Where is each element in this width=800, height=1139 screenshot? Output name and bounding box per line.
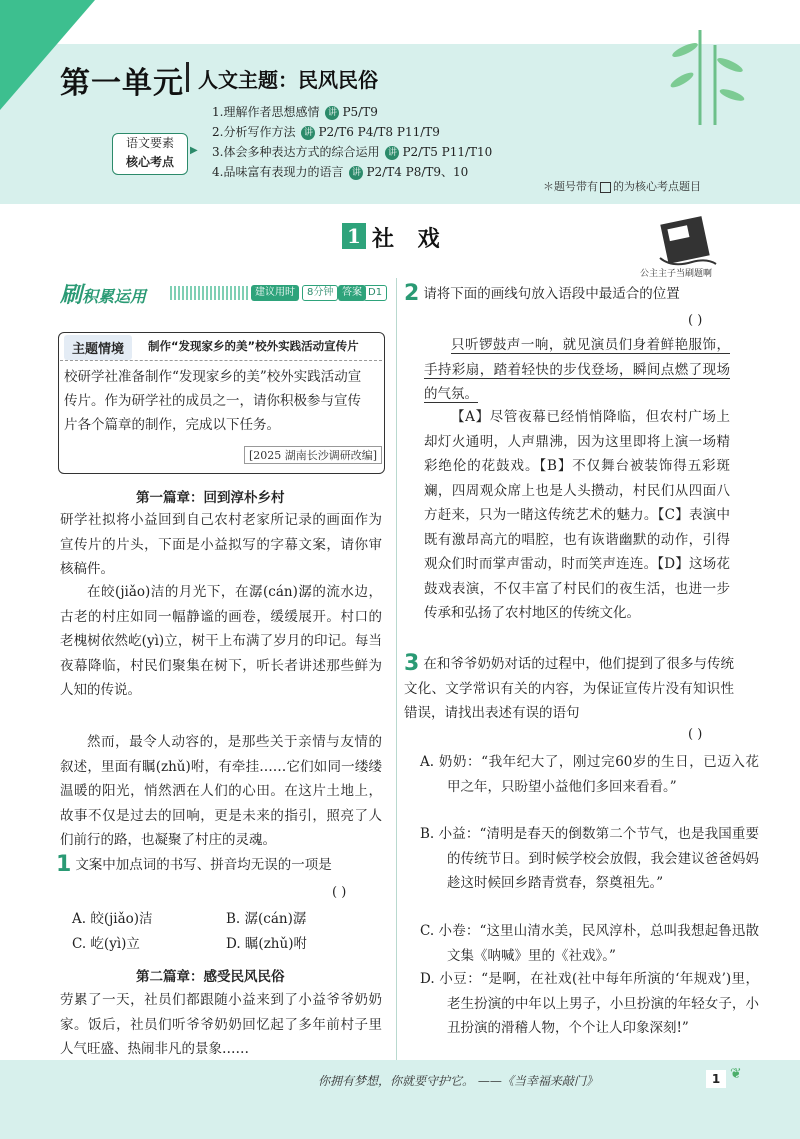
book-illustration-icon: [652, 214, 722, 272]
question-3: 3 在和爷爷奶奶对话的过程中，他们提到了很多与传统文化、文学常识有关的内容，为保证宣传片没有知识性错误，请找出表述有误的语句: [404, 651, 734, 721]
unit-title: 第一单元: [60, 66, 184, 101]
core-box-line1: 语文要素: [125, 136, 174, 150]
core-box-line2: 核心考点: [125, 155, 174, 169]
lecture-icon: 讲: [301, 126, 315, 140]
illustration-caption: 公主主子当刷题啊: [640, 269, 713, 279]
objective-1: 1.理解作者思想感情 讲 P5/T9: [212, 105, 378, 119]
q2-passage: 【A】尽管夜幕已经悄悄降临，但农村广场上却灯火通明，人声鼎沸，因为这里即将上演一场精彩绝伦的花鼓戏。【B】不仅舞台被装饰得五彩斑斓，四周观众席上也是人头攒动，村民们从四面八方赶来，只为一睹这传统艺术的魅力。【C】表演中既有激昂高亢的唱腔，也有诙谐幽默的动作，引得观众们时而掌声雷动，时而笑声连连。【D】这场花鼓戏表演，不仅丰富了村民们的夜生活，也进一步传承和弘扬了农村地区的传统文化。: [424, 409, 730, 621]
q1-option-b[interactable]: B. 潺(cán)潺: [226, 911, 307, 927]
footer-quote: 你拥有梦想，你就要守护它。 ——《当幸福来敲门》: [318, 1074, 598, 1088]
scenario-divider: [60, 360, 382, 361]
q1-option-d[interactable]: D. 瞩(zhǔ)咐: [226, 936, 307, 952]
lecture-icon: 讲: [325, 106, 339, 120]
q1-option-a[interactable]: A. 皎(jiǎo)洁: [72, 911, 153, 927]
scenario-subtitle: 制作“发现家乡的美”校外实践活动宣传片: [148, 339, 359, 353]
section-title: 刷积累运用: [60, 283, 147, 308]
q2-underlined-sentence: 只听锣鼓声一响，就见演员们身着鲜艳服饰，手持彩扇，踏着轻快的步伐登场，瞬间点燃了现场的气氛。: [424, 337, 730, 402]
footnote: ＊题号带有 的为核心考点题目: [543, 180, 701, 193]
chapter2-intro: 劳累了一天，社员们都跟随小益来到了小益爷爷奶奶家。饭后，社员们听爷爷奶奶回忆起了多年前村子里人气旺盛、热闹非凡的景象……: [60, 992, 382, 1057]
q3-option-a[interactable]: A. 奶奶：“我年纪大了，刚过完60岁的生日，已迈入花甲之年，只盼望小益他们多回来看看。”: [420, 754, 759, 795]
answer-bracket-q2[interactable]: ( ): [688, 313, 703, 328]
column-divider: [396, 278, 397, 1060]
bamboo-icon: [660, 20, 760, 130]
question-1: 1 文案中加点词的书写、拼音均无误的一项是: [56, 852, 332, 877]
q3-option-b[interactable]: B. 小益：“清明是春天的倒数第二个节气，也是我国重要的传统节日。到时候学校会放假，我会建议爸爸妈妈趁这时候回乡踏青赏春，祭奠祖先。”: [420, 826, 759, 891]
chapter1-intro: 研学社拟将小益回到自己农村老家所记录的画面作为宣传片的片头，下面是小益拟写的字幕文案，请你审核稿件。: [60, 512, 382, 577]
lecture-icon: 讲: [349, 166, 363, 180]
objective-4: 4.品味富有表现力的语言 讲 P2/T4 P8/T9、10: [212, 165, 469, 179]
lesson-number: 1: [342, 223, 366, 249]
lesson-title: 社 戏: [372, 226, 448, 252]
chapter1-paragraph-2: 然而，最令人动容的，是那些关于亲情与友情的叙述，里面有瞩(zhǔ)咐，有牵挂……它们如同一缕缕温暖的阳光，悄然洒在人们的心田。在这片土地上，故事不仅是过去的回响，更是未来的指引，照亮了人们前行的路，也凝聚了村庄的灵魂。: [60, 734, 382, 848]
scenario-source: [2025 湖南长沙调研改编]: [244, 446, 382, 464]
time-label: 建议用时: [251, 285, 299, 301]
q3-option-d[interactable]: D. 小豆：“是啊，在社戏(社中每年所演的‘年规戏’)里，老生扮演的中年以上男子，小旦扮演的年轻女子，小丑扮演的滑稽人物，个个让人印象深刻!”: [420, 971, 759, 1036]
unit-theme: 人文主题：民风民俗: [198, 68, 378, 92]
page-number: 1: [706, 1070, 726, 1088]
square-icon: [600, 182, 611, 193]
q3-option-c[interactable]: C. 小卷：“这里山清水美，民风淳朴，总叫我想起鲁迅散文集《呐喊》里的《社戏》。”: [420, 923, 759, 964]
section-stripes: [170, 286, 248, 300]
chapter1-title: 第一篇章：回到淳朴乡村: [136, 490, 285, 506]
scenario-text: 校研学社准备制作“发现家乡的美”校外实践活动宣传片。作为研学社的成员之一，请你积极参与宣传片各个篇章的制作，完成以下任务。: [64, 369, 362, 433]
title-separator: [186, 62, 189, 92]
answer-label: 答案: [338, 285, 366, 301]
arrow-right-icon: ▶: [190, 145, 198, 156]
answer-value: D1: [363, 285, 387, 301]
time-value: 8分钟: [302, 285, 338, 301]
answer-bracket-q1[interactable]: ( ): [332, 885, 347, 900]
answer-bracket-q3[interactable]: ( ): [688, 727, 703, 742]
q1-option-c[interactable]: C. 屹(yì)立: [72, 936, 140, 952]
objective-3: 3.体会多种表达方式的综合运用 讲 P2/T5 P11/T10: [212, 145, 493, 159]
chapter2-title: 第二篇章：感受民风民俗: [136, 969, 285, 985]
objective-2: 2.分析写作方法 讲 P2/T6 P4/T8 P11/T9: [212, 125, 440, 139]
core-points-box: [112, 133, 188, 175]
chapter1-paragraph-1: 在皎(jiǎo)洁的月光下，在潺(cán)潺的流水边，古老的村庄如同一幅静谧的画卷，缓缓展开。村口的老槐树依然屹(yì)立，树干上布满了岁月的印记。每当夜幕降临，村民们聚集在树下，听长者讲述那些鲜为人知的传说。: [60, 584, 382, 698]
lecture-icon: 讲: [385, 146, 399, 160]
leaf-icon: ❦: [730, 1066, 742, 1082]
question-2: 2 请将下面的画线句放入语段中最适合的位置: [404, 281, 680, 306]
scenario-tag: 主题情境: [64, 335, 132, 360]
